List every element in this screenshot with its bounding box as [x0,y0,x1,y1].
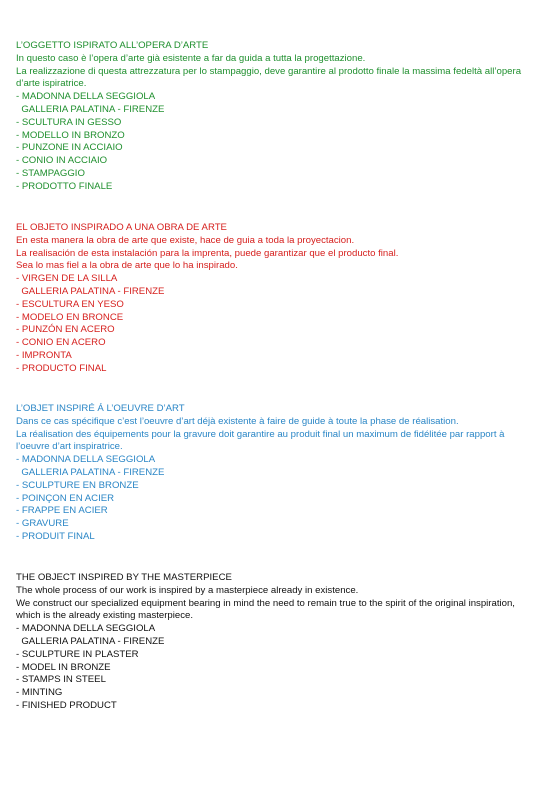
list-item: - FRAPPE EN ACIER [16,505,108,517]
list-item: - SCULPTURE IN PLASTER [16,648,139,660]
section-italian [16,40,533,194]
list-item: GALLERIA PALATINA - FIRENZE [16,635,165,647]
list-item: - MODEL IN BRONZE [16,661,111,673]
paragraph: The whole process of our work is inspired by a masterpiece already in existence. [16,584,359,596]
list-item: - FINISHED PRODUCT [16,699,117,711]
list-item: - STAMPS IN STEEL [16,674,106,686]
list-item: - PRODUCTO FINAL [16,362,107,374]
section-title: EL OBJETO INSPIRADO A UNA OBRA DE ARTE [16,222,227,233]
section-title: THE OBJECT INSPIRED BY THE MASTERPIECE [16,572,232,583]
list-item: - MODELO EN BRONCE [16,311,124,323]
section-french [16,403,533,544]
paragraph: La réalisation des équipements pour la gravure doit garantire au produit final un maximum de fidélitée par rapport à l’oeuvre d’art inspiratrice. [16,428,505,453]
list-item: - POINÇON EN ACIER [16,492,115,504]
paragraph: Dans ce cas spécifique c’est l’oeuvre d’art déjà existente à faire de guide à toute la phase de réalisation. [16,415,459,427]
list-item: GALLERIA PALATINA - FIRENZE [16,103,165,115]
list-item: - IMPRONTA [16,349,72,361]
paragraph: La realisación de esta instalación para la imprenta, puede garantizar que el producto final. [16,247,399,259]
list-item: GALLERIA PALATINA - FIRENZE [16,285,165,297]
list-item: - VIRGEN DE LA SILLA [16,273,118,285]
section-spanish [16,222,533,376]
list-item: - STAMPAGGIO [16,167,85,179]
paragraph: In questo caso è l’opera d’arte già esistente a far da guida a tutta la progettazione. [16,52,366,64]
list-item: - MINTING [16,687,63,699]
paragraph: En esta manera la obra de arte que existe, hace de guia a toda la proyectacion. [16,234,355,246]
list-item: - PUNZÓN EN ACERO [16,324,115,336]
list-item: - MADONNA DELLA SEGGIOLA [16,454,156,466]
paragraph: We construct our specialized equipment bearing in mind the need to remain true to the spirit of the original inspiration, which is the already existing masterpiece. [16,597,515,622]
section-english [16,572,533,713]
section-title: L’OBJET INSPIRÉ Á L’OEUVRE D’ART [16,403,185,414]
paragraph: La realizzazione di questa attrezzatura per lo stampaggio, deve garantire al prodotto finale la massima fedeltà all’opera d’arte ispiratrice. [16,65,522,90]
list-item: - CONIO EN ACERO [16,337,106,349]
paragraph: Sea lo mas fiel a la obra de arte que lo ha inspirado. [16,260,238,272]
list-item: - MODELLO IN BRONZO [16,129,125,141]
list-item: - MADONNA DELLA SEGGIOLA [16,623,156,635]
list-item: - SCULTURA IN GESSO [16,116,122,128]
list-item: - PRODUIT FINAL [16,530,95,542]
list-item: - PRODOTTO FINALE [16,180,113,192]
list-item: - SCULPTURE EN BRONZE [16,479,139,491]
list-item: - CONIO IN ACCIAIO [16,155,108,167]
list-item: - GRAVURE [16,518,69,530]
list-item: - PUNZONE IN ACCIAIO [16,142,123,154]
section-title: L’OGGETTO ISPIRATO ALL’OPERA D’ARTE [16,40,209,51]
list-item: - ESCULTURA EN YESO [16,298,124,310]
list-item: - MADONNA DELLA SEGGIOLA [16,91,156,103]
list-item: GALLERIA PALATINA - FIRENZE [16,466,165,478]
